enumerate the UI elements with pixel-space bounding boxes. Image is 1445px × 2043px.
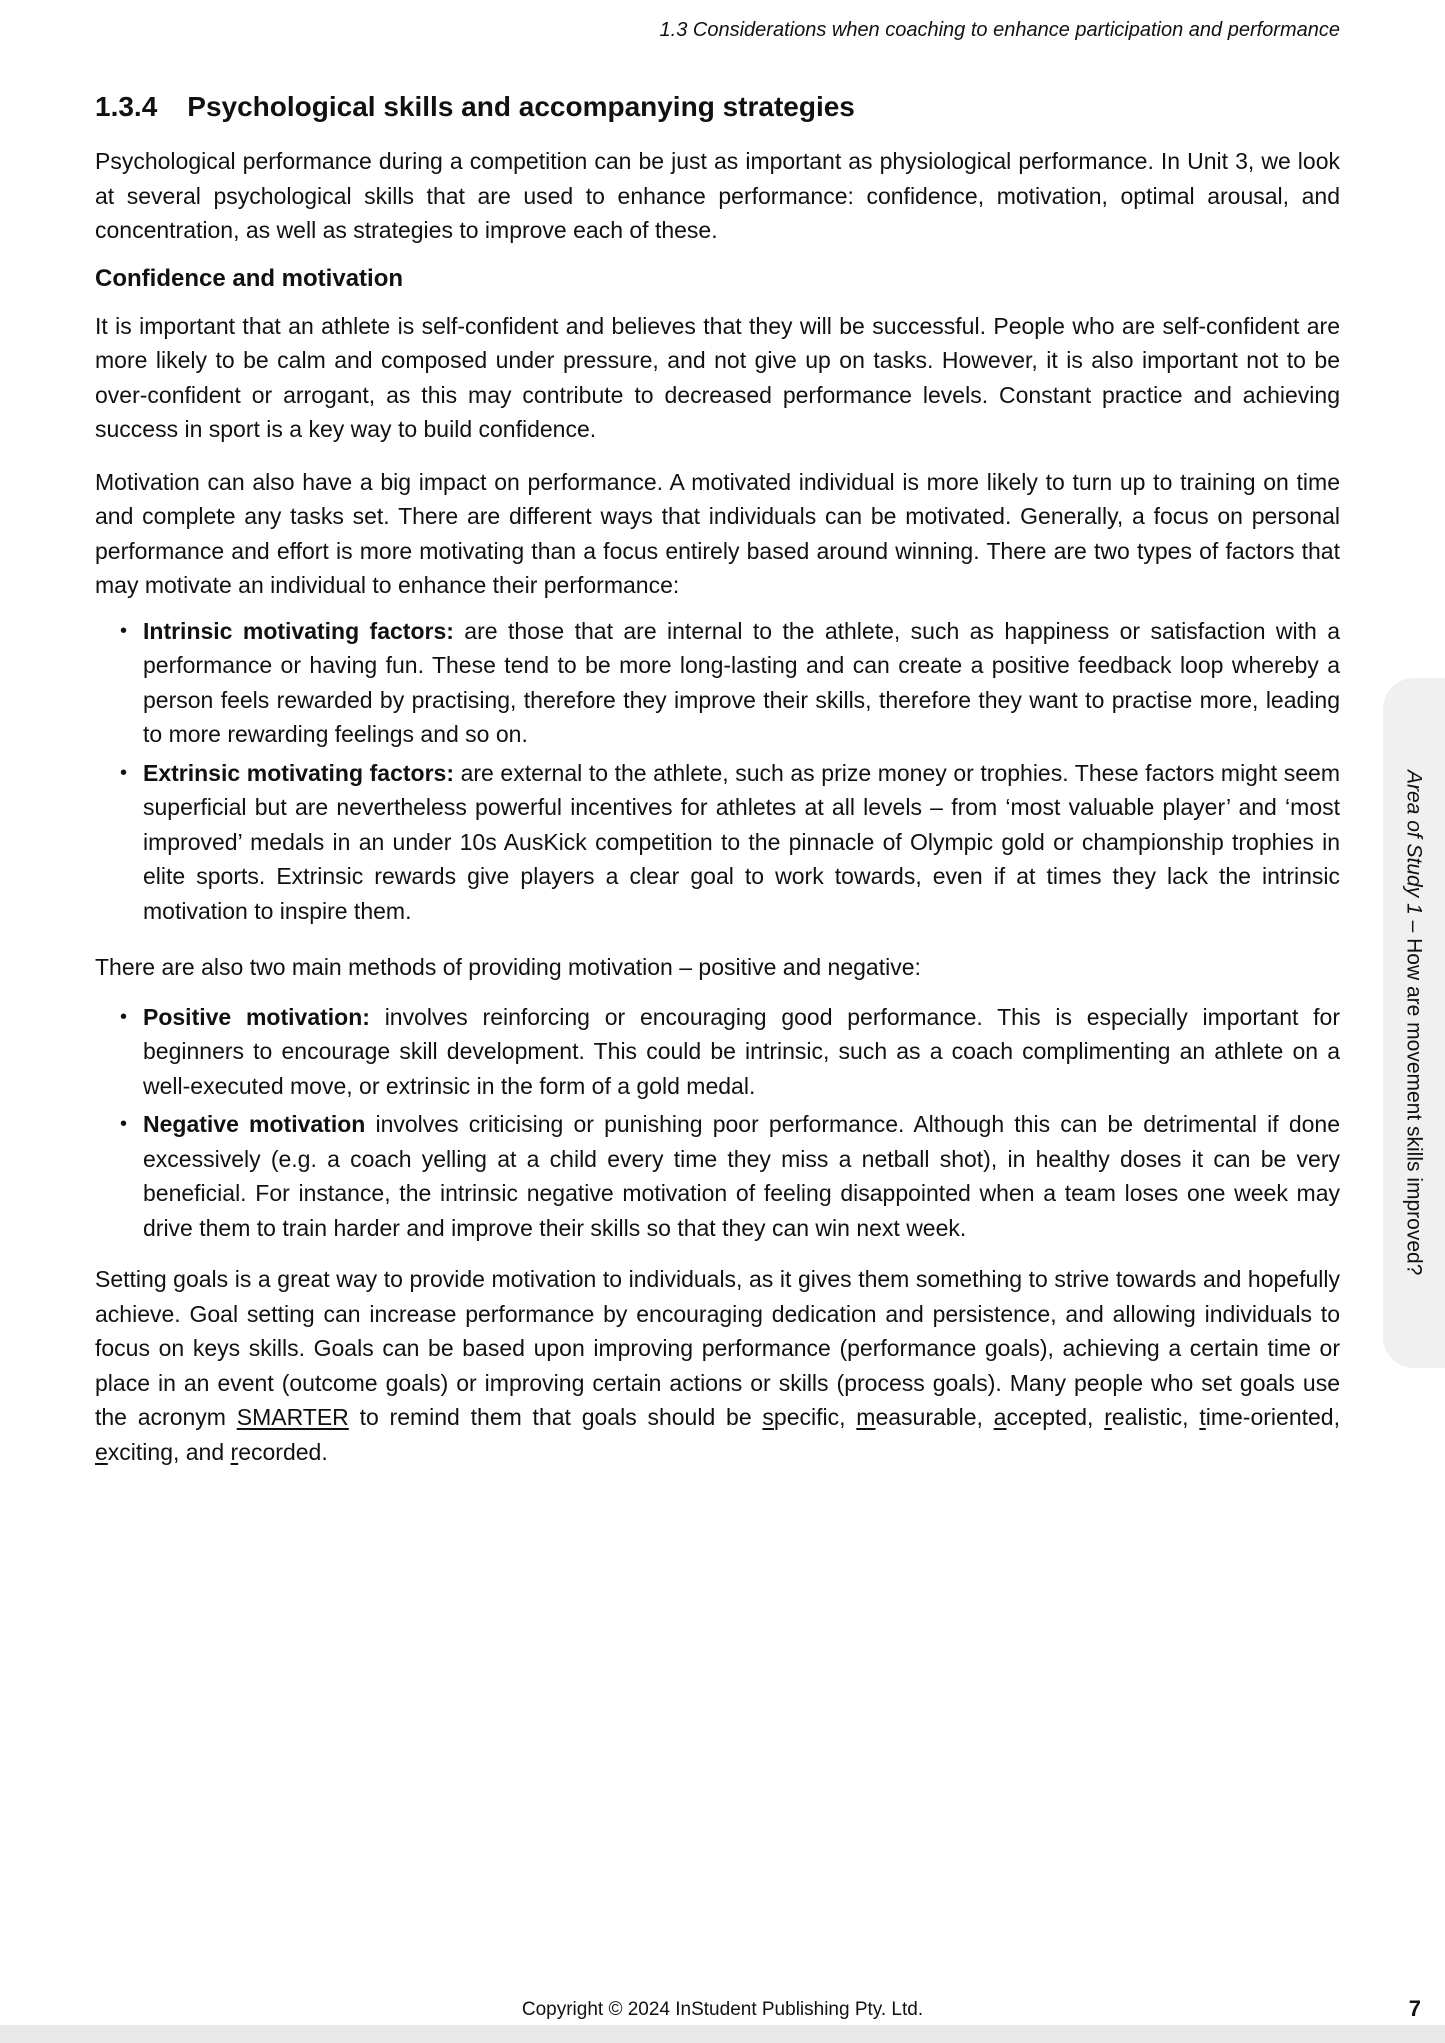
bullet-icon: • <box>120 1113 128 1135</box>
list-item-text: are external to the athlete, such as prize money or trophies. These factors might seem superficial but are nevertheless powerful incentives for athletes at all levels – from ‘most valuable player’ and ‘most improved’ medals in an under 10s AusKick competition to the pinnacle of Olympic gold or championship trophies in elite sports. Extrinsic rewards give players a clear goal to work towards, even if at times they lack the intrinsic motivation to inspire them. <box>143 759 1340 924</box>
list-item-lead: Intrinsic motivating factors: <box>143 617 454 644</box>
motivation-paragraph: Motivation can also have a big impact on performance. A motivated individual is more likely to turn up to training on time and complete any tasks set. There are different ways that individuals can be motivated. Generally, a focus on personal performance and effort is more motivating than a focus entirely based around winning. There are two types of factors that may motivate an individual to enhance their performance: <box>95 468 1340 598</box>
section-number: 1.3.4 <box>95 91 158 122</box>
area-of-study-title: Area of Study 1 <box>1402 770 1426 916</box>
section-heading <box>95 90 1340 124</box>
page-bottom-strip <box>0 2025 1445 2043</box>
page-number: 7 <box>1408 1996 1421 2021</box>
list-item-positive-motivation <box>95 1000 1340 1104</box>
list-item-extrinsic-factors <box>95 756 1340 929</box>
subheading-confidence-motivation: Confidence and motivation <box>95 264 404 292</box>
list-item-lead: Negative motivation <box>143 1111 366 1137</box>
list-item-text: involves criticising or punishing poor performance. Although this can be detrimental if done excessively (e.g. a coach yelling at a child every time they miss a netball shot), in healthy doses it can be very beneficial. For instance, the intrinsic negative motivation of feeling disappointed when a team loses one week may drive them to train harder and improve their skills so that they can win next week. <box>143 1111 1340 1241</box>
list-item-lead: Extrinsic motivating factors: <box>143 759 454 786</box>
motivation-methods-list <box>95 1000 1340 1246</box>
confidence-paragraph: It is important that an athlete is self-confident and believes that they will be successful. People who are self-confident are more likely to be calm and composed under pressure, and not give up on tasks. However, it is also important not to be over-confident or arrogant, as this may contribute to decreased performance levels. Constant practice and achieving success in sport is a key way to build confidence. <box>95 312 1340 442</box>
page-content <box>95 0 1340 1469</box>
section-title: Psychological skills and accompanying strategies <box>187 91 855 122</box>
bullet-icon: • <box>120 1005 128 1028</box>
goal-setting-paragraph: Setting goals is a great way to provide motivation to individuals, as it gives them something to strive towards and hopefully achieve. Goal setting can increase performance by encouraging dedication and persistence, and allowing individuals to focus on keys skills. Goals can be based upon improving performance (performance goals), achieving a certain time or place in an event (outcome goals) or improving certain actions or skills (process goals). Many people who set goals use the acronym SMARTER to remind them that goals should be specific, measurable, accepted, realistic, time-oriented, exciting, and recorded. <box>95 1266 1340 1465</box>
list-item-intrinsic-factors <box>95 614 1340 752</box>
area-of-study-tab <box>1383 678 1445 1368</box>
list-item-text: involves reinforcing or encouraging good performance. This is especially important for beginners to encourage skill development. This could be intrinsic, such as a coach complimenting an athlete on a well-executed move, or extrinsic in the form of a gold medal. <box>143 1003 1340 1099</box>
motivating-factors-list <box>95 614 1340 929</box>
area-of-study-question: – How are movement skills improved? <box>1402 915 1426 1276</box>
intro-paragraph: Psychological performance during a competition can be just as important as physiological performance. In Unit 3, we look at several psychological skills that are used to enhance performance: confidence, motivation, optimal arousal, and concentration, as well as strategies to improve each of these. <box>95 148 1340 243</box>
methods-paragraph: There are also two main methods of providing motivation – positive and negative: <box>95 954 921 980</box>
area-of-study-label <box>1404 770 1425 1275</box>
list-item-lead: Positive motivation: <box>143 1003 370 1030</box>
list-item-negative-motivation <box>95 1107 1340 1245</box>
page-footer <box>0 1998 1445 2028</box>
copyright-text: Copyright © 2024 InStudent Publishing Pty. Ltd. <box>521 1999 924 2020</box>
bullet-icon: • <box>120 619 128 642</box>
bullet-icon: • <box>120 761 128 784</box>
running-header: 1.3 Considerations when coaching to enhance participation and performance <box>659 19 1340 41</box>
list-item-text: are those that are internal to the athlete, such as happiness or satisfaction with a performance or having fun. These tend to be more long-lasting and can create a positive feedback loop whereby a person feels rewarded by practising, therefore they improve their skills, therefore they want to practise more, leading to more rewarding feelings and so on. <box>143 617 1341 747</box>
